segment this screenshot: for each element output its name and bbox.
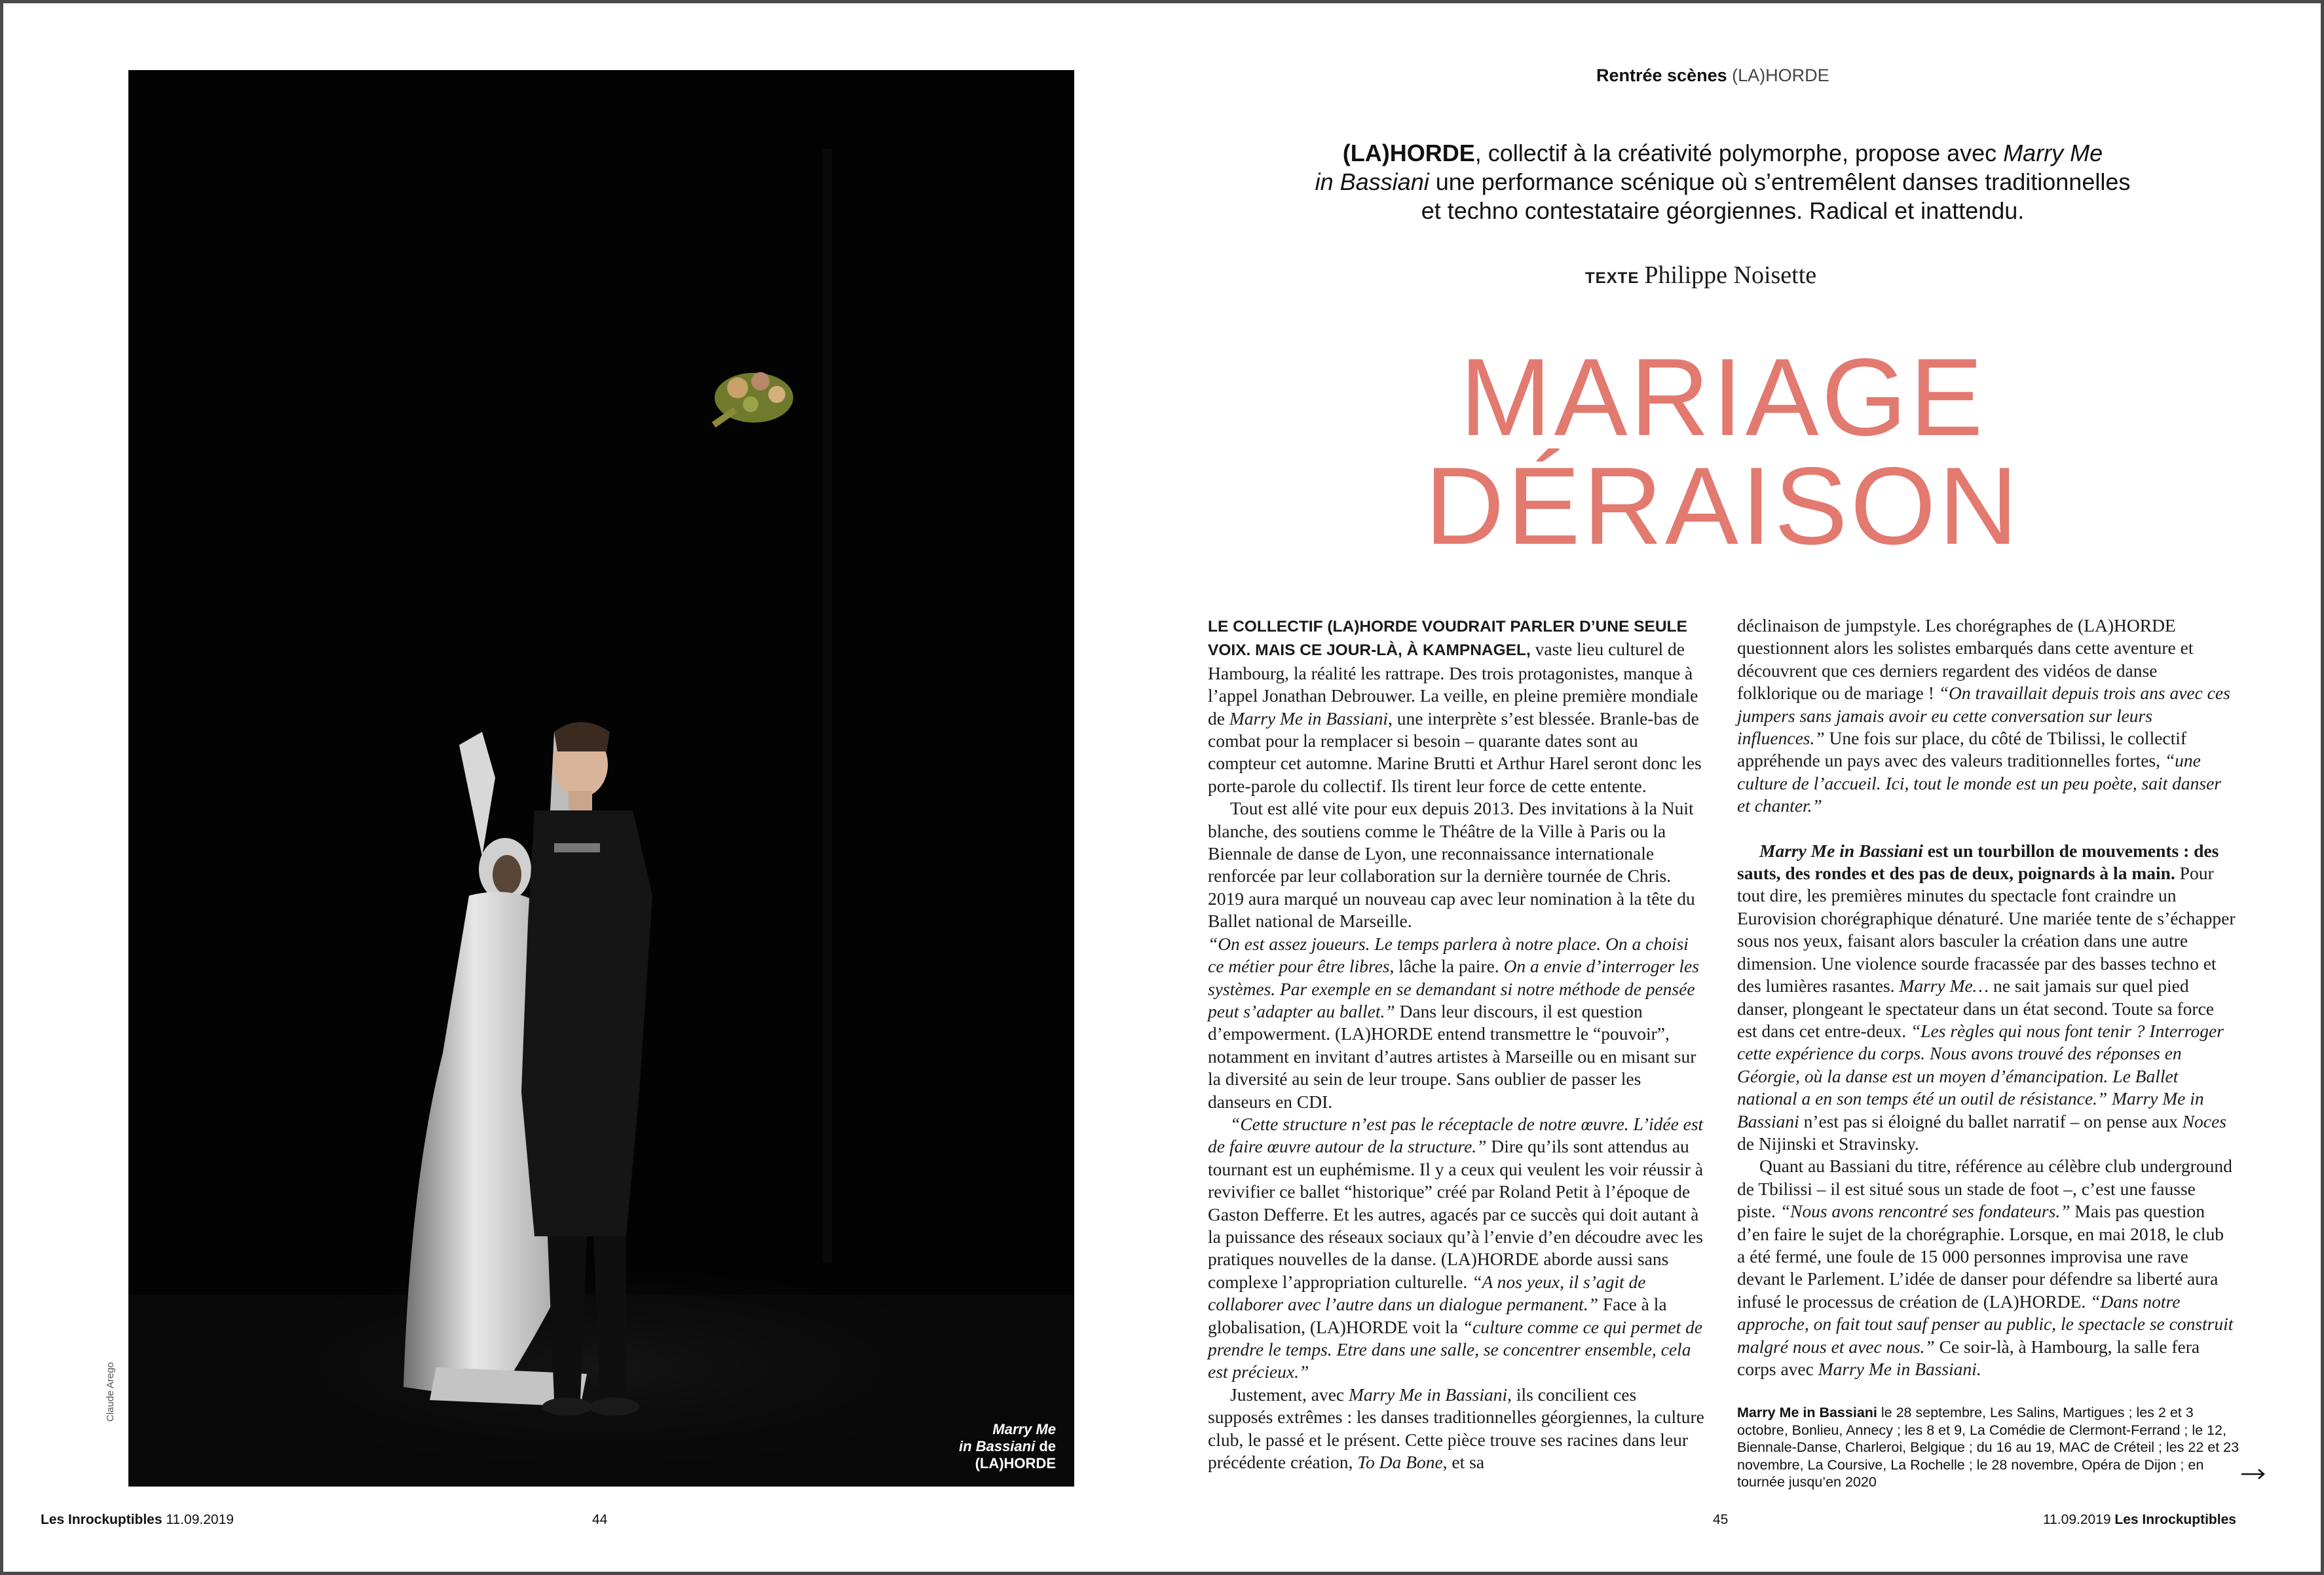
quote: “Cette structure n’est pas le réceptacle de notre œuvre. L’idée est de faire œuvre autour de la structure.” bbox=[1208, 1113, 1704, 1157]
lead-in: LE COLLECTIF (LA)HORDE VOUDRAIT PARLER D’UNE SEULE VOIX. MAIS CE JOUR-LÀ, À KAMPNAGEL, bbox=[1208, 618, 1687, 660]
quote: “On est assez joueurs. Le temps parlera à notre place. On a choisi ce métier pour être libres bbox=[1208, 933, 1689, 977]
chapo-company: (LA)HORDE bbox=[1342, 140, 1475, 166]
photo-caption bbox=[959, 1421, 1056, 1472]
text: , une interprète s’est blessée. Branle-bas de combat pour la remplacer si besoin – quarante dates sont au compteur cet automne. Marine Brutti et Arthur Harel seront donc les porte-parole du collectif. Ils tirent leur force de cette entente. bbox=[1208, 708, 1702, 796]
caption-de: de bbox=[1035, 1438, 1056, 1454]
quote: “Nous avons rencontré ses fondateurs.” bbox=[1780, 1201, 2071, 1222]
text: de Nijinski et Stravinsky. bbox=[1737, 1133, 1919, 1154]
text-italic: Marry Me in Bassiani. bbox=[1818, 1359, 1981, 1379]
arrow-right-icon bbox=[2240, 1468, 2266, 1481]
chapo-text-1: , collectif à la créativité polymorphe, propose avec bbox=[1474, 140, 2004, 166]
bold-title: Marry Me in Bassiani bbox=[1759, 840, 1923, 861]
article-column-1 bbox=[1208, 615, 1706, 1473]
chapo-text-2: une performance scénique où s’entremêlent danses traditionnelles bbox=[1429, 168, 2131, 195]
text: Justement, avec bbox=[1230, 1384, 1349, 1405]
paragraph bbox=[1208, 1113, 1706, 1384]
text: , ils concilient ces supposés extrêmes : les danses traditionnelles géorgiennes, la culture club, le passé et le présent. Cette pièce trouve ses racines dans leur précédente création, bbox=[1208, 1384, 1704, 1473]
section-rubric bbox=[1596, 66, 1829, 86]
text: Quant au Bassiani du titre, référence au célèbre club underground de Tbilissi – il est situé sous un stade de foot –, c’est une fausse piste. bbox=[1737, 1156, 2232, 1222]
paragraph bbox=[1208, 615, 1706, 797]
footer-left bbox=[41, 1512, 234, 1528]
footer-right bbox=[2043, 1512, 2236, 1528]
text: Face à la globalisation, (LA)HORDE voit la bbox=[1208, 1294, 1667, 1337]
byline bbox=[1585, 261, 1816, 290]
text: Dans leur discours, il est question d’empowerment. (LA)HORDE entend transmettre le “pouvoir”, notamment en invitant d’autres artistes à Marseille ou en misant sur la diversité au sein de leur troupe. Sans oublier de passer les danseurs en CDI. bbox=[1208, 1000, 1696, 1112]
text: , et sa bbox=[1442, 1452, 1485, 1473]
text-italic: Marry Me in Bassiani bbox=[1737, 1088, 2204, 1131]
quote: “A nos yeux, il s’agit de collaborer avec l’autre dans un dialogue permanent.” bbox=[1208, 1271, 1646, 1315]
text-italic: To Da Bone bbox=[1357, 1452, 1443, 1473]
paragraph bbox=[1737, 840, 2236, 1156]
text: vaste lieu culturel de Hambourg, la réalité les rattrape. Des trois protagonistes, manque à l’appel Jonathan Debrouwer. La veille, en pleine première mondiale de bbox=[1208, 639, 1698, 729]
photo-credit: Claude Arego bbox=[105, 1362, 116, 1422]
standfirst bbox=[1192, 139, 2253, 225]
paragraph bbox=[1208, 1384, 1706, 1474]
paragraph bbox=[1208, 933, 1706, 1113]
bold-text: est un tourbillon de mouvements : des sauts, des rondes et des pas de deux, poignards à la main. bbox=[1737, 840, 2219, 884]
tour-dates-box bbox=[1737, 1404, 2241, 1491]
info-title: Marry Me in Bassiani bbox=[1737, 1405, 1877, 1420]
text-italic: Marry Me in Bassiani bbox=[1348, 1384, 1508, 1405]
caption-title-cont: in Bassiani bbox=[959, 1438, 1036, 1454]
rubric-section: Rentrée scènes bbox=[1596, 66, 1727, 85]
footer-right-magazine: Les Inrockuptibles bbox=[2114, 1512, 2236, 1527]
text-italic: Marry Me in Bassiani bbox=[1229, 708, 1388, 729]
text: n’est pas si éloigné du ballet narratif – on pense aux bbox=[1799, 1110, 2183, 1131]
text-italic: Noces bbox=[2182, 1110, 2226, 1131]
byline-author: Philippe Noisette bbox=[1644, 261, 1817, 289]
page-number-right: 45 bbox=[1713, 1512, 1729, 1527]
text: déclinaison de jumpstyle. Les chorégraphes de (LA)HORDE questionnent alors les solistes embarqués dans cette aventure et découvrent que ces derniers regardent des vidéos de danse folklorique ou de mariage ! bbox=[1737, 615, 2194, 704]
dancers-illustration bbox=[128, 70, 1074, 1487]
text: Dire qu’ils sont attendus au tournant est un euphémisme. Il y a ceux qui veulent les voir réussir à revivifier ce ballet “historique” créé par Roland Petit à l’époque de Gaston Defferre. Et les autres, agacés par ce succès qui doit autant à la puissance des réseaux sociaux qu’à l’envie d’en découdre avec les pratiques nouvelles de la danse. (LA)HORDE aborde aussi sans complexe l’appropriation culturelle. bbox=[1208, 1136, 1704, 1292]
quote: “Dans notre approche, on fait tout sauf penser au public, le spectacle se construit malgré nous et avec nous.” bbox=[1737, 1291, 2234, 1357]
page-number-left: 44 bbox=[592, 1512, 608, 1527]
quote: “On travaillait depuis trois ans avec ces jumpers sans jamais avoir eu cette conversation sur leurs influences.” bbox=[1737, 683, 2230, 749]
paragraph: Tout est allé vite pour eux depuis 2013. Des invitations à la Nuit blanche, des soutiens comme le Théâtre de la Ville à Paris ou la Biennale de danse de Lyon, une reconnaissance internationale renforcée par leur collaboration sur la dernière tournée de Chris. 2019 aura marqué un nouveau cap avec leur nomination à la tête du Ballet national de Marseille. bbox=[1208, 798, 1695, 932]
chapo-title-1: Marry Me bbox=[2003, 140, 2103, 166]
paragraph bbox=[1737, 615, 2236, 818]
footer-left-magazine: Les Inrockuptibles bbox=[41, 1512, 162, 1527]
chapo-text-3: et techno contestataire géorgiennes. Radical et inattendu. bbox=[1421, 197, 2025, 224]
quote: “une culture de l’accueil. Ici, tout le monde est un peu poète, sait danser et chanter.” bbox=[1737, 750, 2221, 816]
text: Pour tout dire, les premières minutes du spectacle font craindre un Eurovision chorégraphique dénaturé. Une mariée tente de s’échapper sous nos yeux, faisant alors basculer la création dans une autre dimension. Une violence sourde fracassée par des basses techno et des lumières rasantes. bbox=[1737, 863, 2236, 996]
info-dates: le 28 septembre, Les Salins, Martigues ; les 2 et 3 octobre, Bonlieu, Annecy ; les 8 et 9, La Comédie de Clermont-Ferrand ; le 12, Biennale-Danse, Charleroi, Belgique ; du 16 au 19, MAC de Créteil ; les 22 et 23 novembre, La Coursive, La Rochelle ; le 28 novembre, Opéra de Dijon ; en tournée jusqu’en 2020 bbox=[1737, 1405, 2240, 1490]
text: ne sait jamais sur quel pied danser, plongeant le spectateur dans un état second. Toute sa force est dans cet entre-deux. bbox=[1737, 976, 2214, 1041]
caption-title: Marry Me bbox=[992, 1421, 1056, 1437]
caption-company: (LA)HORDE bbox=[975, 1455, 1056, 1471]
text: , lâche la paire. bbox=[1389, 956, 1504, 977]
text-italic: Marry Me… bbox=[1899, 976, 1989, 996]
article-column-2 bbox=[1737, 615, 2236, 1380]
paragraph bbox=[1737, 1155, 2236, 1380]
text: Mais pas question d’en faire le sujet de la chorégraphie. Lorsque, en mai 2018, le club a été fermé, une foule de 15 000 personnes improvisa une rave devant le Parlement. L’idée de danser pour défendre sa liberté aura infusé le processus de création de (LA)HORDE. bbox=[1737, 1201, 2224, 1312]
footer-right-date: 11.09.2019 bbox=[2043, 1512, 2115, 1527]
stage-photo bbox=[128, 70, 1074, 1487]
quote: On a envie d’interroger les systèmes. Par exemple en se demandant si notre méthode de pensée peut s’adapter au ballet.” bbox=[1208, 956, 1699, 1021]
headline-line-1: MARIAGE bbox=[1459, 335, 1986, 459]
rubric-tag: (LA)HORDE bbox=[1727, 66, 1829, 85]
quote: “Les règles qui nous font tenir ? Interroger cette expérience du corps. Nous avons trouvé des réponses en Géorgie, où la danse est un moyen d’émancipation. Le Ballet national a en son temps été un outil de résistance.” bbox=[1737, 1020, 2224, 1109]
text: Ce soir-là, à Hambourg, la salle fera corps avec bbox=[1737, 1336, 2200, 1379]
chapo-title-2: in Bassiani bbox=[1315, 168, 1429, 195]
quote: “culture comme ce qui permet de prendre le temps. Etre dans une salle, se concentrer ensemble, cela est précieux.” bbox=[1208, 1316, 1703, 1382]
headline-line-2: DÉRAISON bbox=[1425, 444, 2021, 567]
text: Une fois sur place, du côté de Tbilissi, le collectif appréhende un pays avec des valeurs traditionnelles fortes, bbox=[1737, 728, 2187, 771]
footer-left-date: 11.09.2019 bbox=[162, 1512, 234, 1527]
byline-label: TEXTE bbox=[1585, 269, 1640, 287]
